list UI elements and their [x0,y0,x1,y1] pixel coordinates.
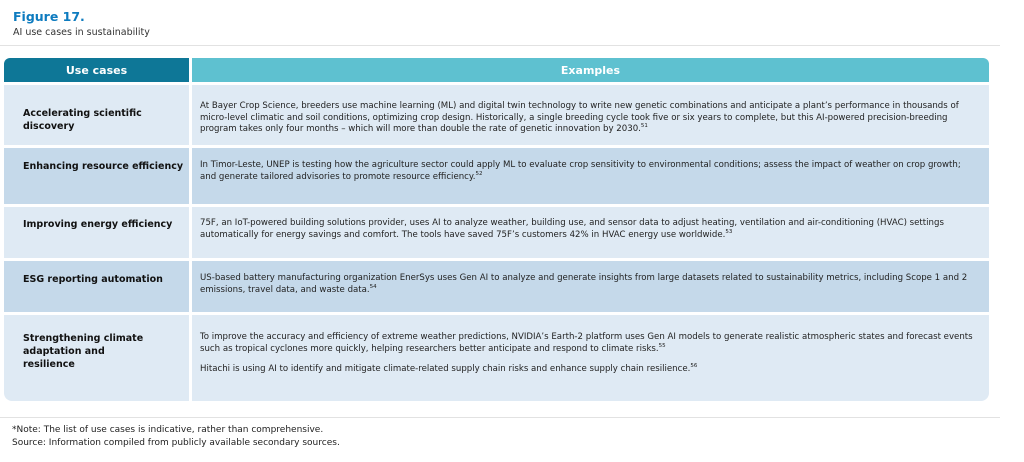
example-text: US-based battery manufacturing organization EnerSys uses Gen AI to analyze and generate insights from large datasets related to sustainability metrics, including Scope 1 and 2 emissions, travel data, and waste data.$^{54}$ [200,273,968,295]
bottom-divider [0,417,1000,418]
table-header [4,58,989,82]
figure-subtitle: AI use cases in sustainability [13,27,150,38]
table-row [4,148,989,204]
example-text: 75F, an IoT-powered building solutions provider, uses AI to analyze weather, building use, and sensor data to adjust heating, ventilation and air-conditioning (HVAC) settings automatically for energy savings and comfort. The tools have saved 75F’s customers 42% in HVAC energy use worldwide.$^{53}$ [200,218,944,240]
footnote-ref: 54 [369,283,377,290]
top-divider [0,45,1000,46]
examples-cell [192,261,989,312]
example-text: To improve the accuracy and efficiency of extreme weather predictions, NVIDIA’s Earth-2 platform uses Gen AI models to generate realistic atmospheric states and forecast events such as tropical cyclones more quickly, helping researchers better anticipate and respond to climate risks.$^{55}$ [200,332,973,354]
examples-cell [192,207,989,258]
use-case-cell: Accelerating scientific discovery [4,85,189,145]
example-text: In Timor-Leste, UNEP is testing how the agriculture sector could apply ML to evaluate crop sensitivity to environmental conditions; assess the impact of weather on crop growth; and generate tailored advisories to promote resource efficiency.$^{52}$ [200,160,961,182]
table-row [4,315,989,401]
use-case-cell: ESG reporting automation [4,261,189,312]
footer-note: *Note: The list of use cases is indicative, rather than comprehensive. [12,425,324,435]
examples-cell [192,148,989,204]
table-row [4,261,989,312]
use-case-cell: Enhancing resource efficiency [4,148,189,204]
use-case-cell: Improving energy efficiency [4,207,189,258]
examples-cell [192,315,989,401]
header-use-cases: Use cases [4,58,189,82]
examples-cell [192,85,989,145]
footer-source: Source: Information compiled from publicly available secondary sources. [12,438,340,448]
table-row [4,207,989,258]
footer-notes [12,424,340,450]
example-text: At Bayer Crop Science, breeders use machine learning (ML) and digital twin technology to write new genetic combinations and anticipate a plant’s performance in thousands of micro-level climatic and soil conditions, optimizing crop design. Historically, a single breeding cycle took five or six years to complete, but this AI-powered precision-breeding program takes only four months – which will more than double the rate of genetic innovation by 2030.51 [200,101,959,134]
figure-title: Figure 17. [13,9,85,24]
table-row [4,85,989,145]
use-cases-table [4,58,989,401]
footnote-ref: 51 [640,123,648,130]
footnote-ref: 52 [475,170,483,177]
example-text: Hitachi is using AI to identify and mitigate climate-related supply chain risks and enhance supply chain resilience.$^{56}$ [200,363,698,374]
header-examples: Examples [192,58,989,82]
footnote-ref: 55 [658,342,666,349]
footnote-ref: 53 [725,228,733,235]
footnote-ref: 56 [690,363,698,370]
use-case-cell: Strengthening climate adaptation and resilience [4,315,189,401]
